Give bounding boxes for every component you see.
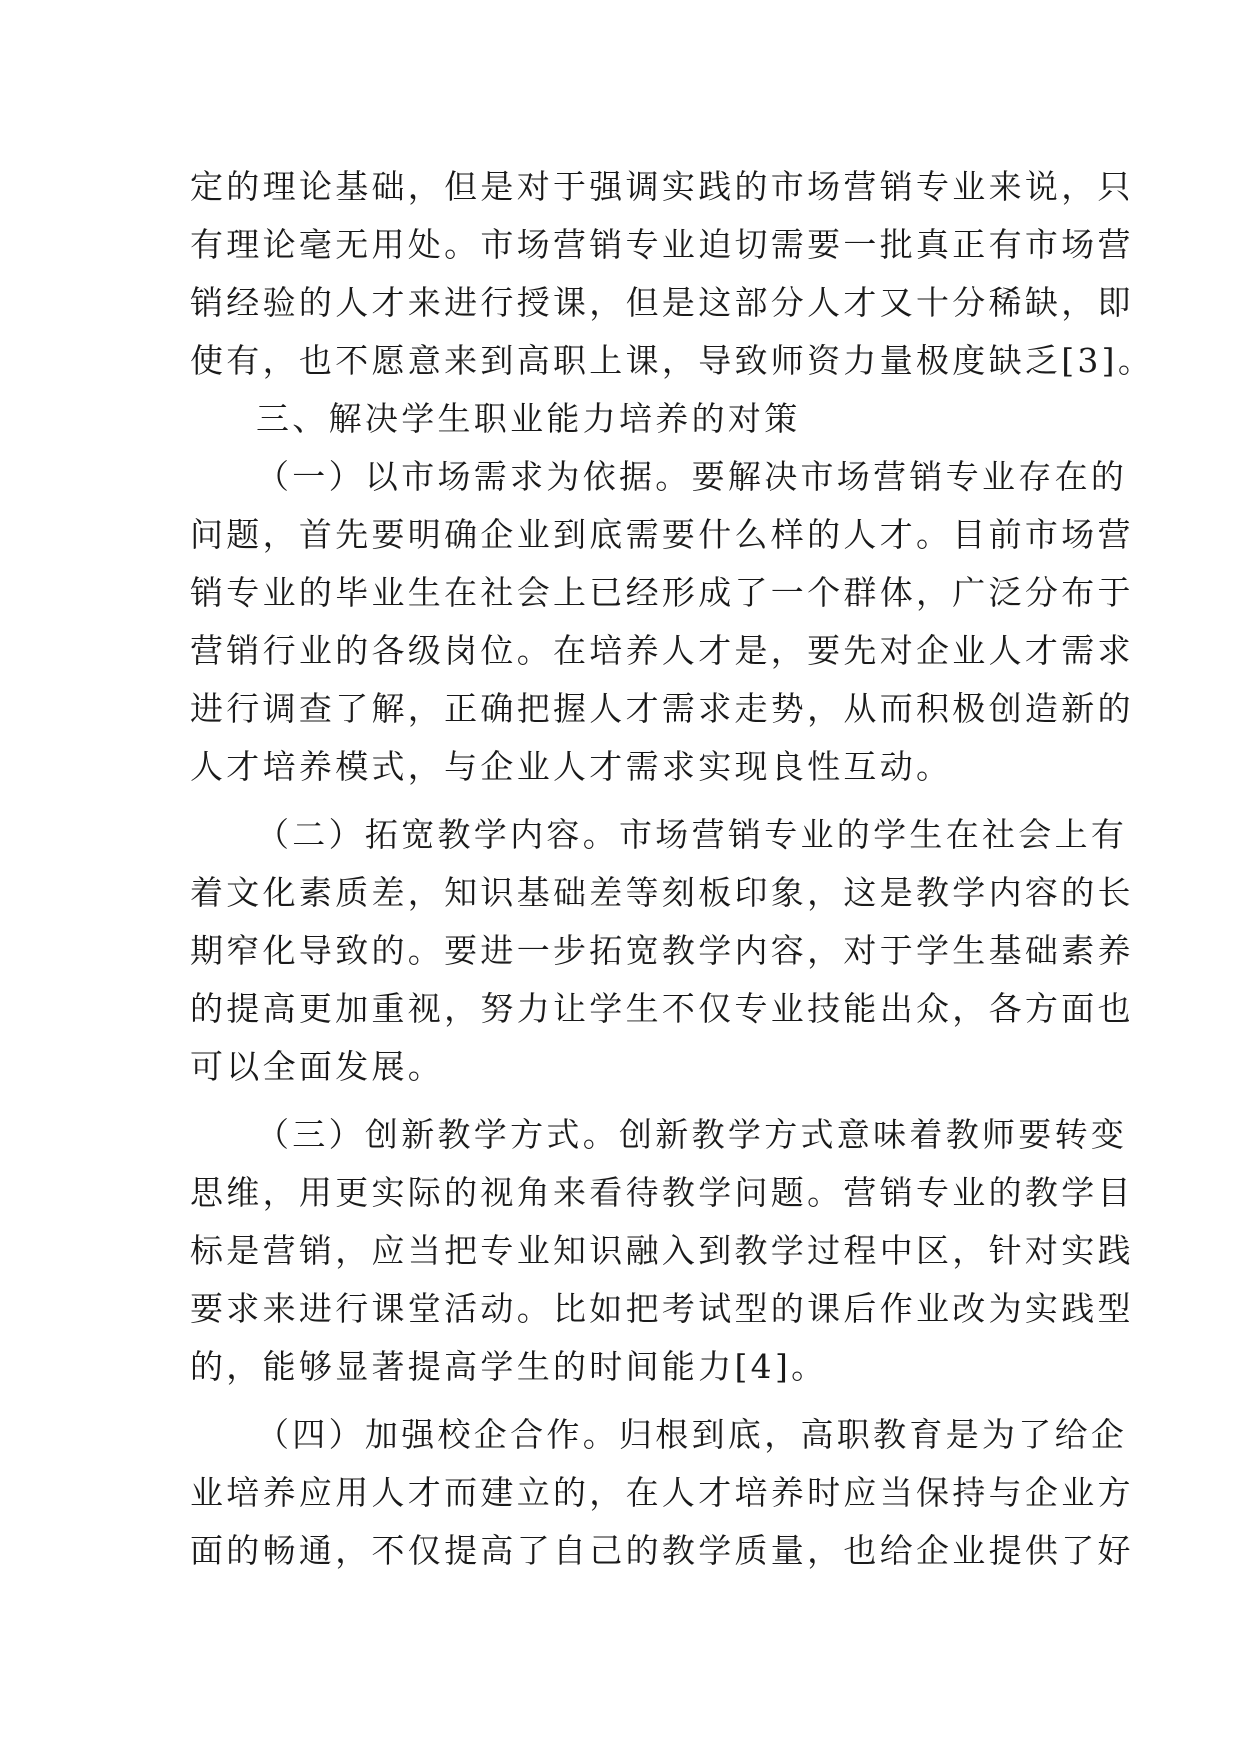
paragraph-line: 人才培养模式，与企业人才需求实现良性互动。 [190, 747, 953, 786]
paragraph-line: （四）加强校企合作。归根到底，高职教育是为了给企 [256, 1415, 1128, 1454]
paragraph-line: 进行调查了解，正确把握人才需求走势，从而积极创造新的 [190, 689, 1134, 728]
paragraph-line: （二）拓宽教学内容。市场营销专业的学生在社会上有 [256, 815, 1128, 854]
paragraph-line: 定的理论基础，但是对于强调实践的市场营销专业来说，只 [190, 167, 1134, 206]
paragraph-line: 销专业的毕业生在社会上已经形成了一个群体，广泛分布于 [190, 573, 1134, 612]
paragraph-line: 营销行业的各级岗位。在培养人才是，要先对企业人才需求 [190, 631, 1134, 670]
paragraph-line: 思维，用更实际的视角来看待教学问题。营销专业的教学目 [190, 1173, 1134, 1212]
paragraph-line: 可以全面发展。 [190, 1047, 445, 1086]
paragraph-line: 着文化素质差，知识基础差等刻板印象，这是教学内容的长 [190, 873, 1134, 912]
paragraph-line: 的，能够显著提高学生的时间能力[4]。 [190, 1347, 828, 1386]
paragraph-line: 问题，首先要明确企业到底需要什么样的人才。目前市场营 [190, 515, 1134, 554]
paragraph-line: 面的畅通，不仅提高了自己的教学质量，也给企业提供了好 [190, 1531, 1134, 1570]
paragraph-line: 有理论毫无用处。市场营销专业迫切需要一批真正有市场营 [190, 225, 1134, 264]
paragraph-line: 销经验的人才来进行授课，但是这部分人才又十分稀缺，即 [190, 283, 1134, 322]
paragraph-line: （三）创新教学方式。创新教学方式意味着教师要转变 [256, 1115, 1128, 1154]
paragraph-line: 使有，也不愿意来到高职上课，导致师资力量极度缺乏[3]。 [190, 341, 1155, 380]
paragraph-line: 标是营销，应当把专业知识融入到教学过程中区，针对实践 [190, 1231, 1134, 1270]
paragraph-line: 业培养应用人才而建立的，在人才培养时应当保持与企业方 [190, 1473, 1134, 1512]
paragraph-line: 要求来进行课堂活动。比如把考试型的课后作业改为实践型 [190, 1289, 1134, 1328]
section-heading: 三、解决学生职业能力培养的对策 [256, 399, 801, 438]
paragraph-line: 的提高更加重视，努力让学生不仅专业技能出众，各方面也 [190, 989, 1134, 1028]
paragraph-line: 期窄化导致的。要进一步拓宽教学内容，对于学生基础素养 [190, 931, 1134, 970]
paragraph-line: （一）以市场需求为依据。要解决市场营销专业存在的 [256, 457, 1128, 496]
